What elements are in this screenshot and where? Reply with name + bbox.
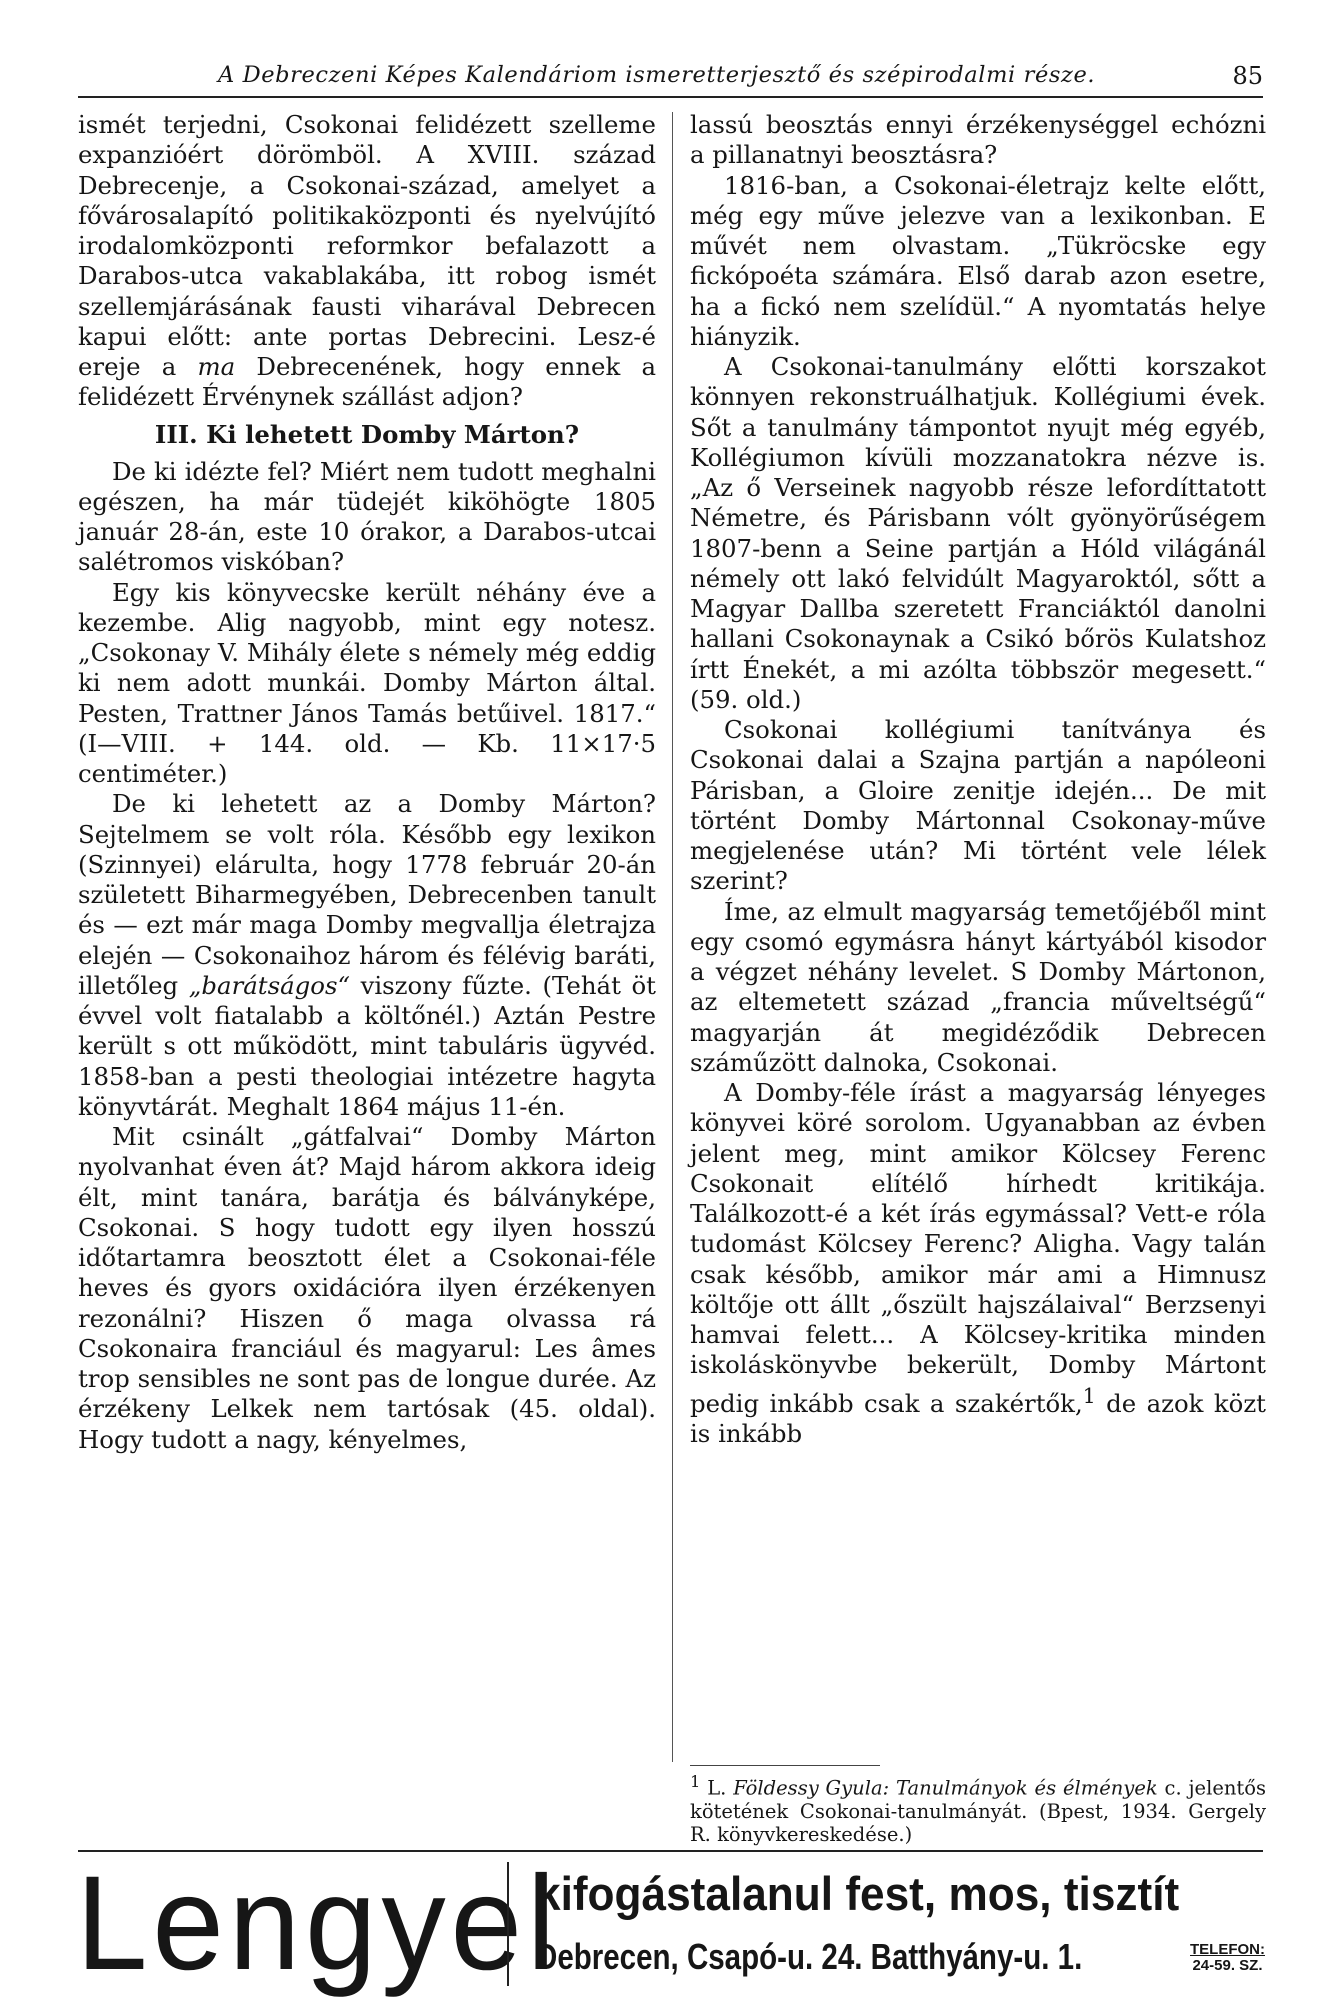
advertisement-brand: Lengyel xyxy=(76,1849,561,1998)
page-number: 85 xyxy=(1232,62,1263,90)
footnote-citation: Földessy Gyula: Tanulmányok és élmények xyxy=(733,1776,1158,1800)
paragraph-text: Debrecenének, hogy ennek a felidézett Érvénynek szállást adjon? xyxy=(78,352,657,412)
footnote-text: c. jelentős kötetének Csokonai-tanulmányát. (Bpest, 1934. Gergely R. könyvkereskedése.) xyxy=(690,1776,1267,1846)
paragraph: A Csokonai-tanulmány előtti korszakot könnyen rekonstruálhatjuk. Kollégiumi évek. Sőt a tanulmány támpontot nyujt még egyéb, Kollégiumon kívüli mozzanatokra nézve is. „Az ő Verseinek nagyobb része lefordíttatott Németre, és Párisbann vólt gyönyörűségem 1807-benn a Seine partján a Hóld világánál némely ott lakó felvidúlt Magyaroktól, sőtt a Magyar Dallba szeretett Franciáktól danolni hallani Csokonaynak a Csikó bőrös Kulatshoz írtt Énekét, a mi azólta többször megesett.“ (59. old.) xyxy=(690,352,1266,714)
advertisement-slogan: kifogástalanul fest, mos, tisztít xyxy=(536,1867,1180,1920)
phone-label: TELEFON: xyxy=(1190,1941,1265,1958)
paragraph-text: viszony fűzte. (Tehát öt évvel volt fiatalabb a költőnél.) Aztán Pestre került s ott működött, mint tabuláris ügyvéd. 1858-ban a pesti theologiai intézetre hagyta könyvtárát. Meghalt 1864 május 11-én. xyxy=(78,970,656,1121)
paragraph: Mit csinált „gátfalvai“ Domby Márton nyolvanhat éven át? Majd három akkora ideig élt, mint tanára, barátja és bálványképe, Csokonai. S hogy tudott egy ilyen hosszú időtartamra beosztott élet a Csokonai-féle heves és gyors oxidációra ilyen érzékenyen rezonálni? Hiszen ő maga olvassa rá Csokonaira franciául és magyarul: Les âmes trop sensibles ne sont pas de longue durée. Az érzékeny Lelkek nem tartósak (45. oldal). Hogy tudott a nagy, kényelmes, xyxy=(78,1122,656,1454)
running-header xyxy=(78,58,1263,98)
column-divider xyxy=(672,112,673,1762)
emphasis: ma xyxy=(197,352,236,381)
paragraph: Csokonai kollégiumi tanítványa és Csokonai dalai a Szajna partján a napóleoni Párisban, a Gloire zenitje idején... De mit történt Domby Mártonnal Csokonay-műve megjelenése után? Mi történt vele lélek szerint? xyxy=(690,715,1266,896)
footnote xyxy=(690,1770,1266,1846)
paragraph-text: de azok közt is inkább xyxy=(690,1388,1266,1448)
paragraph: 1816-ban, a Csokonai-életrajz kelte előtt, még egy műve jelezve van a lexikonban. E művét nem olvastam. „Tükröcske egy fickópoéta számára. Első darab azon esetre, ha a fickó nem szelídül.“ A nyomtatás helye hiányzik. xyxy=(690,170,1266,351)
left-column xyxy=(78,110,656,1455)
footnote-prefix: L. xyxy=(707,1776,727,1800)
header-title: A Debreczeni Képes Kalendáriom ismeretterjesztő és szépirodalmi része. xyxy=(218,62,1096,88)
footnote-reference: 1 xyxy=(1082,1383,1096,1408)
phone-number: 24-59. SZ. xyxy=(1192,1957,1263,1974)
paragraph-text: A Domby-féle írást a magyarság lényeges könyvei köré sorolom. Ugyanabban az évben jelent meg, mint amikor Kölcsey Ferenc Csokonait elítélő hírhedt kritikája. Találkozott-é a két írás egymással? Vett-e róla tudomást Kölcsey Ferenc? Aligha. Vagy talán csak később, amikor már ami a Himnusz költője ott állt „őszült hajszálaival“ Berzsenyi hamvai felett... A Kölcsey-kritika minden iskoláskönyvbe bekerült, Domby Mártont pedig inkább csak a szakértők, xyxy=(690,1078,1266,1418)
paragraph-text: De ki lehetett az a Domby Márton? Sejtelmem se volt róla. Később egy lexikon (Szinnyei) elárulta, hogy 1778 február 20-án született Biharmegyében, Debrecenben tanult és — ezt már maga Domby megvallja életrajza elején — Csokonaihoz három és félévig baráti, illetőleg xyxy=(78,789,656,1000)
advertisement-address: Debrecen, Csapó-u. 24. Batthyány-u. 1. xyxy=(536,1936,1083,1977)
advertisement-divider xyxy=(507,1862,509,1986)
paragraph-text: ismét terjedni, Csokonai felidézett szelleme expanzióért dörömböl. A XVIII. század Debrecenje, a Csokonai-század, amelyet a fővárosalapító politikaközponti és nyelvújító irodalomközponti reformkor befalazott a Darabos-utca vakablakába, itt robog ismét szellemjárásának fausti viharával Debrecen kapui előtt: ante portas Debrecini. Lesz-é ereje a xyxy=(78,110,656,381)
right-column xyxy=(690,110,1266,1449)
advertisement-phone xyxy=(1190,1942,1265,1974)
section-heading: III. Ki lehetett Domby Márton? xyxy=(154,419,580,449)
footnote-marker: 1 xyxy=(690,1772,701,1791)
paragraph xyxy=(690,1078,1266,1449)
paragraph xyxy=(78,789,656,1122)
paragraph xyxy=(78,110,656,413)
paragraph: Egy kis könyvecske került néhány éve a kezembe. Alig nagyobb, mint egy notesz. „Csokonay V. Mihály élete s némely még eddig ki nem adott munkái. Domby Márton által. Pesten, Trattner János Tamás betűivel. 1817.“ (I—VIII. + 144. old. — Kb. 11×17·5 centiméter.) xyxy=(78,577,656,788)
footnote-rule xyxy=(690,1765,880,1766)
paragraph: De ki idézte fel? Miért nem tudott meghalni egészen, ha már tüdejét kiköhögte 1805 január 28-án, este 10 órakor, a Darabos-utcai salétromos viskóban? xyxy=(78,456,656,577)
paragraph: Íme, az elmult magyarság temetőjéből mint egy csomó egymásra hányt kártyából kisodor a végzet néhány levelet. S Domby Mártonon, az eltemetett század „francia műveltségű“ magyarján át megidéződik Debrecen száműzött dalnoka, Csokonai. xyxy=(690,896,1266,1077)
header-rule xyxy=(78,96,1263,98)
paragraph: lassú beosztás ennyi érzékenységgel echózni a pillanatnyi beosztásra? xyxy=(690,110,1266,170)
emphasis: „barátságos“ xyxy=(188,970,350,1000)
